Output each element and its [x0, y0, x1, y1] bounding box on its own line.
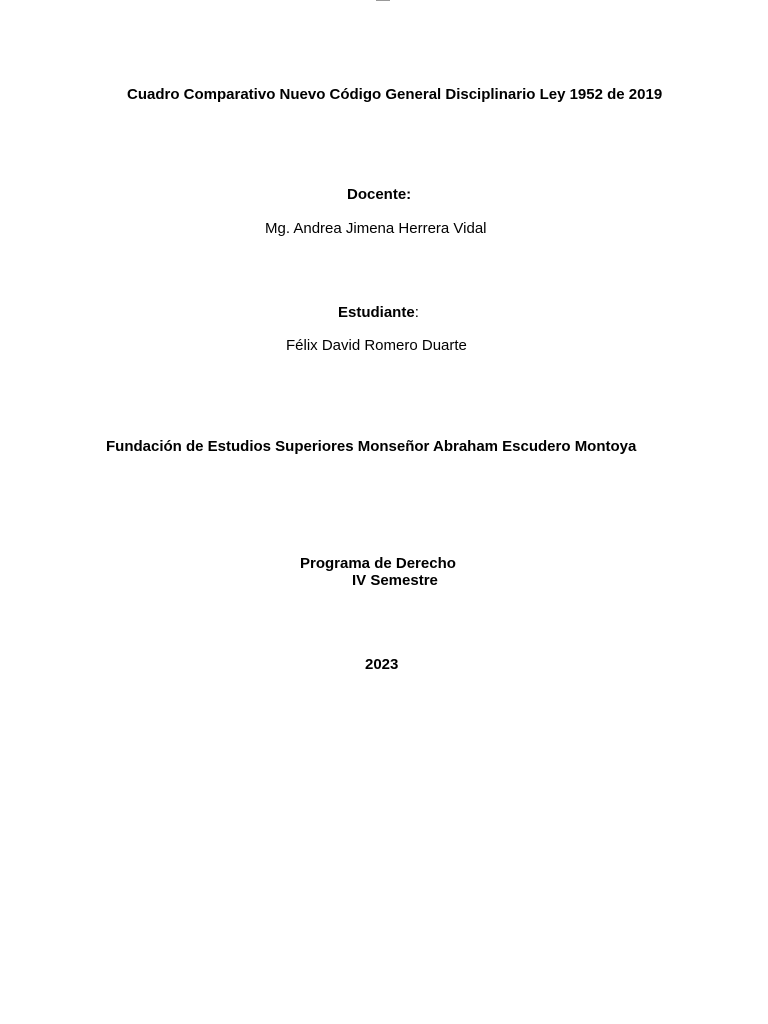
program-name: Programa de Derecho: [300, 555, 456, 572]
teacher-label: Docente:: [347, 186, 412, 203]
student-label: Estudiante: [338, 304, 415, 321]
student-label-colon: :: [414, 304, 419, 321]
year: 2023: [365, 656, 399, 673]
teacher-name: Mg. Andrea Jimena Herrera Vidal: [265, 220, 487, 237]
institution-name: Fundación de Estudios Superiores Monseñor Abraham Escudero Montoya: [106, 438, 637, 455]
document-title: Cuadro Comparativo Nuevo Código General Disciplinario Ley 1952 de 2019: [127, 86, 663, 103]
page-top-mark: [376, 0, 390, 1]
student-name: Félix David Romero Duarte: [286, 337, 467, 354]
student-heading: [338, 304, 419, 322]
semester: IV Semestre: [352, 572, 438, 589]
